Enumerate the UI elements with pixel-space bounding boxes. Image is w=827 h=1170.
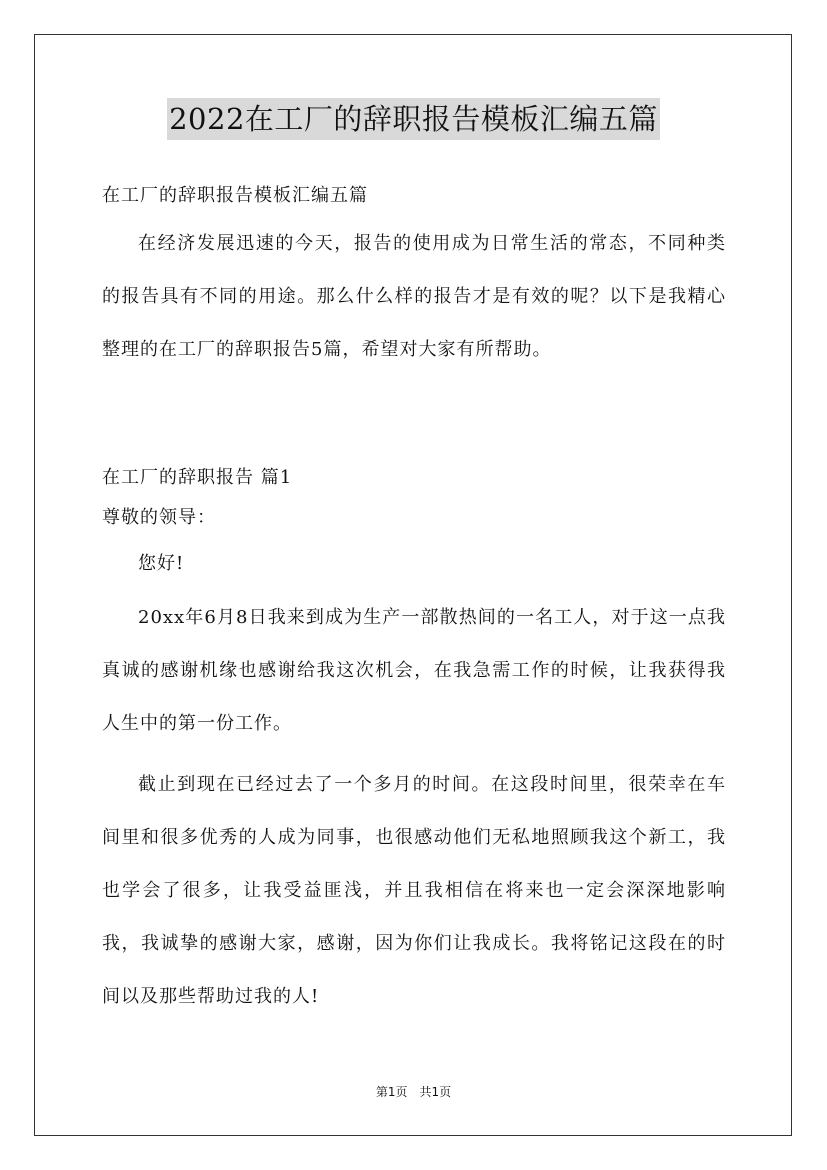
page-footer: 第1页 共1页 xyxy=(375,1085,452,1099)
salutation: 尊敬的领导： xyxy=(102,507,216,528)
intro-paragraph: 在经济发展迅速的今天，报告的使用成为日常生活的常态，不同种类的报告具有不同的用途。那么什么样的报告才是有效的呢？以下是我精心整理的在工厂的辞职报告5篇，希望对大家有所帮助。 xyxy=(102,233,726,360)
paragraph-gap xyxy=(102,750,726,758)
section-gap xyxy=(102,376,726,456)
document-subtitle: 在工厂的辞职报告模板汇编五篇 xyxy=(102,185,368,206)
greeting: 您好! xyxy=(138,553,185,574)
body-paragraph-1: 20xx年6月8日我来到成为生产一部散热间的一名工人，对于这一点我真诚的感谢机缘也感谢给我这次机会，在我急需工作的时候，让我获得我人生中的第一份工作。 xyxy=(102,607,726,734)
title-container xyxy=(0,98,827,140)
document-title: 2022在工厂的辞职报告模板汇编五篇 xyxy=(167,98,660,140)
body-paragraph-2: 截止到现在已经过去了一个多月的时间。在这段时间里，很荣幸在车间里和很多优秀的人成为同事，也很感动他们无私地照顾我这个新工，我也学会了很多，让我受益匪浅，并且我相信在将来也一定会深深地影响我，我诚挚的感谢大家，感谢，因为你们让我成长。我将铭记这段在的时间以及那些帮助过我的人! xyxy=(102,774,726,1007)
section-heading: 在工厂的辞职报告 篇1 xyxy=(102,467,293,488)
document-body xyxy=(102,174,726,1023)
